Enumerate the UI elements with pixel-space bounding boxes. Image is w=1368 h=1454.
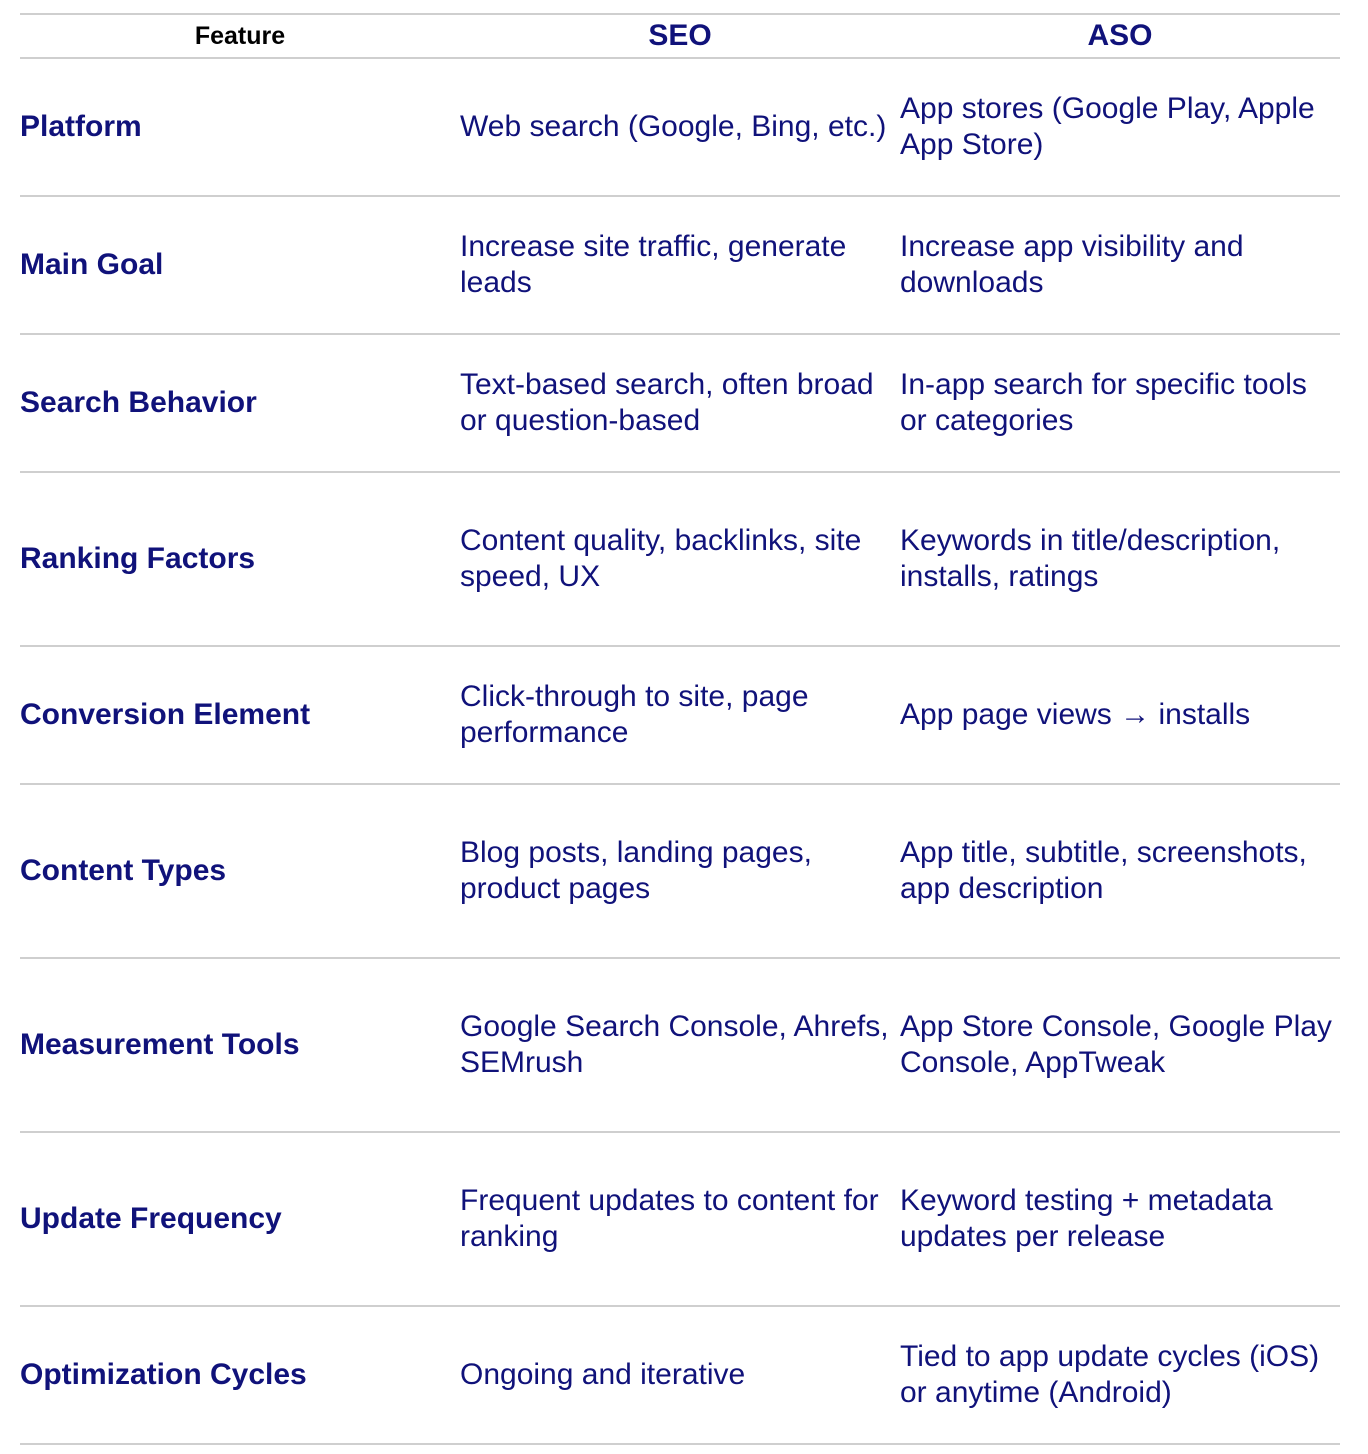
feature-cell: Optimization Cycles xyxy=(20,1358,307,1391)
table-row xyxy=(20,646,1340,784)
feature-cell: Search Behavior xyxy=(20,386,257,419)
seo-cell: Increase site traffic, generate leads xyxy=(460,230,847,299)
aso-cell: Increase app visibility and downloads xyxy=(900,230,1244,299)
seo-cell: Text-based search, often broad or question-based xyxy=(460,368,874,437)
aso-cell: App Store Console, Google Play Console, AppTweak xyxy=(900,1010,1332,1079)
header-row xyxy=(20,14,1340,58)
table-row xyxy=(20,334,1340,472)
table-row xyxy=(20,958,1340,1132)
header-feature: Feature xyxy=(194,21,286,50)
table-header xyxy=(20,14,1340,58)
feature-cell: Ranking Factors xyxy=(20,542,256,575)
header-aso: ASO xyxy=(1087,19,1153,52)
feature-cell: Measurement Tools xyxy=(20,1028,300,1061)
aso-cell: App page views → installs xyxy=(900,698,1251,731)
feature-cell: Platform xyxy=(20,110,142,143)
seo-vs-aso-table xyxy=(20,13,1340,1445)
table-row xyxy=(20,472,1340,646)
table-row xyxy=(20,1306,1340,1444)
header-seo: SEO xyxy=(648,19,712,52)
seo-cell: Click-through to site, page performance xyxy=(460,680,809,749)
seo-cell: Google Search Console, Ahrefs, SEMrush xyxy=(460,1010,889,1079)
seo-cell: Blog posts, landing pages, product pages xyxy=(460,836,812,905)
aso-cell: Keyword testing + metadata updates per release xyxy=(900,1184,1273,1253)
aso-cell: App title, subtitle, screenshots, app description xyxy=(900,836,1307,905)
aso-cell: Tied to app update cycles (iOS) or anytime (Android) xyxy=(900,1340,1320,1409)
seo-cell: Content quality, backlinks, site speed, UX xyxy=(460,524,862,593)
aso-cell: Keywords in title/description, installs, ratings xyxy=(900,524,1281,593)
table-row xyxy=(20,196,1340,334)
feature-cell: Content Types xyxy=(20,854,227,887)
aso-cell: App stores (Google Play, Apple App Store) xyxy=(900,92,1315,161)
aso-cell: In-app search for specific tools or categories xyxy=(900,368,1307,437)
seo-cell: Web search (Google, Bing, etc.) xyxy=(460,110,887,143)
seo-cell: Frequent updates to content for ranking xyxy=(460,1184,879,1253)
table-row xyxy=(20,1132,1340,1306)
table-body xyxy=(20,58,1340,1444)
feature-cell: Main Goal xyxy=(20,248,164,281)
feature-cell: Update Frequency xyxy=(20,1202,282,1235)
table-row xyxy=(20,58,1340,196)
table-row xyxy=(20,784,1340,958)
feature-cell: Conversion Element xyxy=(20,698,311,731)
seo-cell: Ongoing and iterative xyxy=(460,1358,746,1391)
